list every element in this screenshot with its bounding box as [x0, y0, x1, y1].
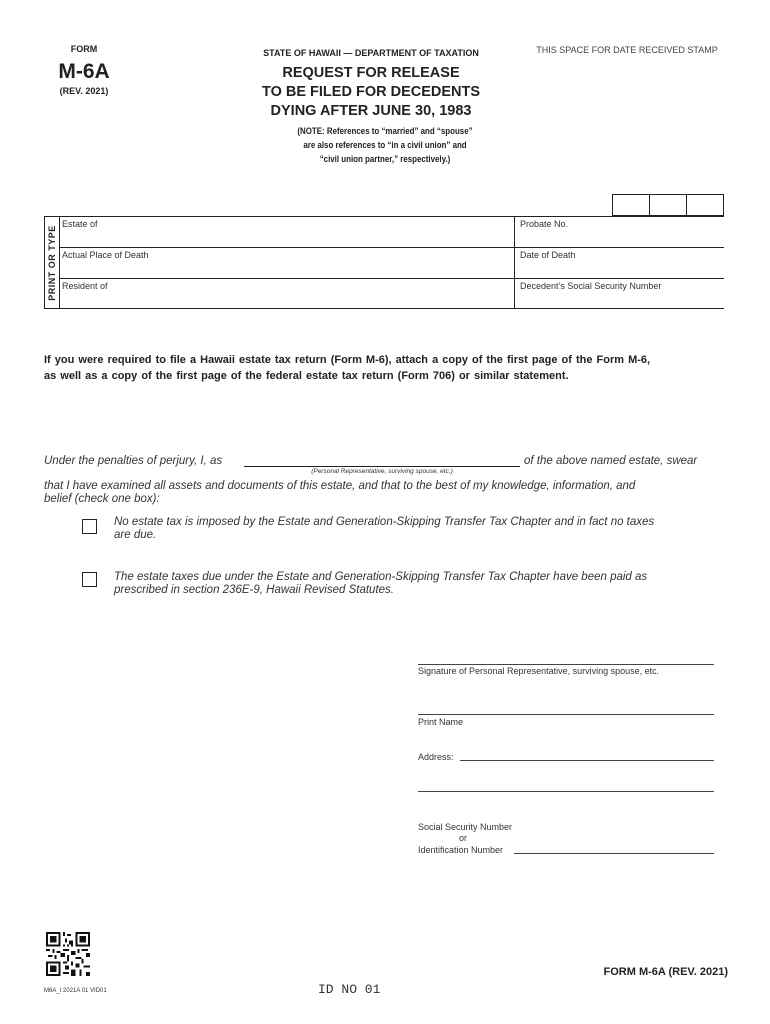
id-number-line[interactable]: [514, 853, 714, 854]
id-number-stamp: ID NO 01: [318, 982, 381, 997]
no-tax-checkbox[interactable]: [82, 519, 97, 534]
form-label: FORM: [70, 44, 98, 54]
date-stamp-space: THIS SPACE FOR DATE RECEIVED STAMP: [536, 45, 718, 55]
declaration-trail: of the above named estate, swear: [524, 455, 698, 467]
or-label: or: [459, 833, 468, 843]
resident-of-field[interactable]: Resident of: [62, 281, 108, 291]
declaration-line-3: belief (check one box):: [44, 493, 160, 505]
print-or-type-label: PRINT OR TYPE: [44, 216, 60, 309]
address-line-1[interactable]: [460, 760, 714, 761]
probate-no-field[interactable]: Probate No.: [520, 219, 569, 229]
note-line-3: “civil union partner,” respectively.): [319, 154, 451, 164]
office-use-boxes: [612, 194, 724, 216]
declaration-line-2: that I have examined all assets and documents of this estate, and that to the best of my knowledge, information, and: [44, 480, 636, 492]
office-use-box[interactable]: [650, 195, 687, 215]
taxes-paid-checkbox[interactable]: [82, 572, 97, 587]
signature-label: Signature of Personal Representative, surviving spouse, etc.: [418, 666, 660, 676]
address-label: Address:: [418, 752, 454, 762]
taxes-paid-option-text: The estate taxes due under the Estate and Generation-Skipping Transfer Tax Chapter have been paid as prescribed in section 236E-9, Hawaii Revised Statutes.: [114, 571, 648, 596]
declaration-lead: Under the penalties of perjury, I, as: [44, 455, 223, 467]
instruction-line-2: as well as a copy of the first page of the federal estate tax return (Form 706) or similar statement.: [44, 370, 569, 382]
print-name-line[interactable]: [418, 714, 714, 715]
no-tax-option-text: No estate tax is imposed by the Estate and Generation-Skipping Transfer Tax Chapter and in fact no taxes are due.: [114, 516, 655, 541]
ssn-label: Social Security Number: [418, 822, 513, 832]
attachment-instruction: [44, 352, 734, 384]
form-number: M-6A: [58, 60, 110, 83]
note-line-1: (NOTE: References to “married” and “spouse”: [297, 126, 473, 136]
place-of-death-field[interactable]: Actual Place of Death: [62, 250, 149, 260]
print-name-label: Print Name: [418, 717, 464, 727]
form-revision: (REV. 2021): [59, 86, 109, 96]
estate-of-field[interactable]: Estate of: [62, 219, 98, 229]
office-use-box[interactable]: [687, 195, 723, 215]
form-title: [228, 64, 514, 121]
field-grid-line: [60, 247, 724, 248]
field-grid-top-line: [60, 216, 724, 217]
title-line-1: REQUEST FOR RELEASE: [282, 65, 460, 81]
id-number-label: Identification Number: [418, 845, 504, 855]
capacity-hint: (Personal Representative, surviving spouse, etc.): [311, 468, 453, 475]
decedent-ssn-field[interactable]: Decedent’s Social Security Number: [520, 281, 662, 291]
address-line-2[interactable]: [418, 791, 714, 792]
footer-form-revision: FORM M-6A (REV. 2021): [603, 966, 728, 978]
field-grid-line: [60, 278, 724, 279]
qr-code-icon: [46, 932, 90, 976]
field-grid-bottom-line: [60, 308, 724, 309]
civil-union-note: [266, 124, 504, 166]
instruction-line-1: If you were required to file a Hawaii estate tax return (Form M-6), attach a copy of the first page of the Form M-6,: [44, 354, 651, 366]
title-line-3: DYING AFTER JUNE 30, 1983: [270, 103, 472, 119]
office-use-box[interactable]: [613, 195, 650, 215]
signature-line[interactable]: [418, 664, 714, 665]
capacity-input[interactable]: [244, 466, 520, 467]
date-of-death-field[interactable]: Date of Death: [520, 250, 576, 260]
title-line-2: TO BE FILED FOR DECEDENTS: [261, 84, 481, 100]
note-line-2: are also references to “in a civil union” and: [303, 140, 467, 150]
form-version-code: M6A_I 2021A 01 VID01: [44, 988, 107, 994]
agency-name: STATE OF HAWAII — DEPARTMENT OF TAXATION: [263, 48, 479, 58]
field-grid-divider: [514, 216, 515, 308]
